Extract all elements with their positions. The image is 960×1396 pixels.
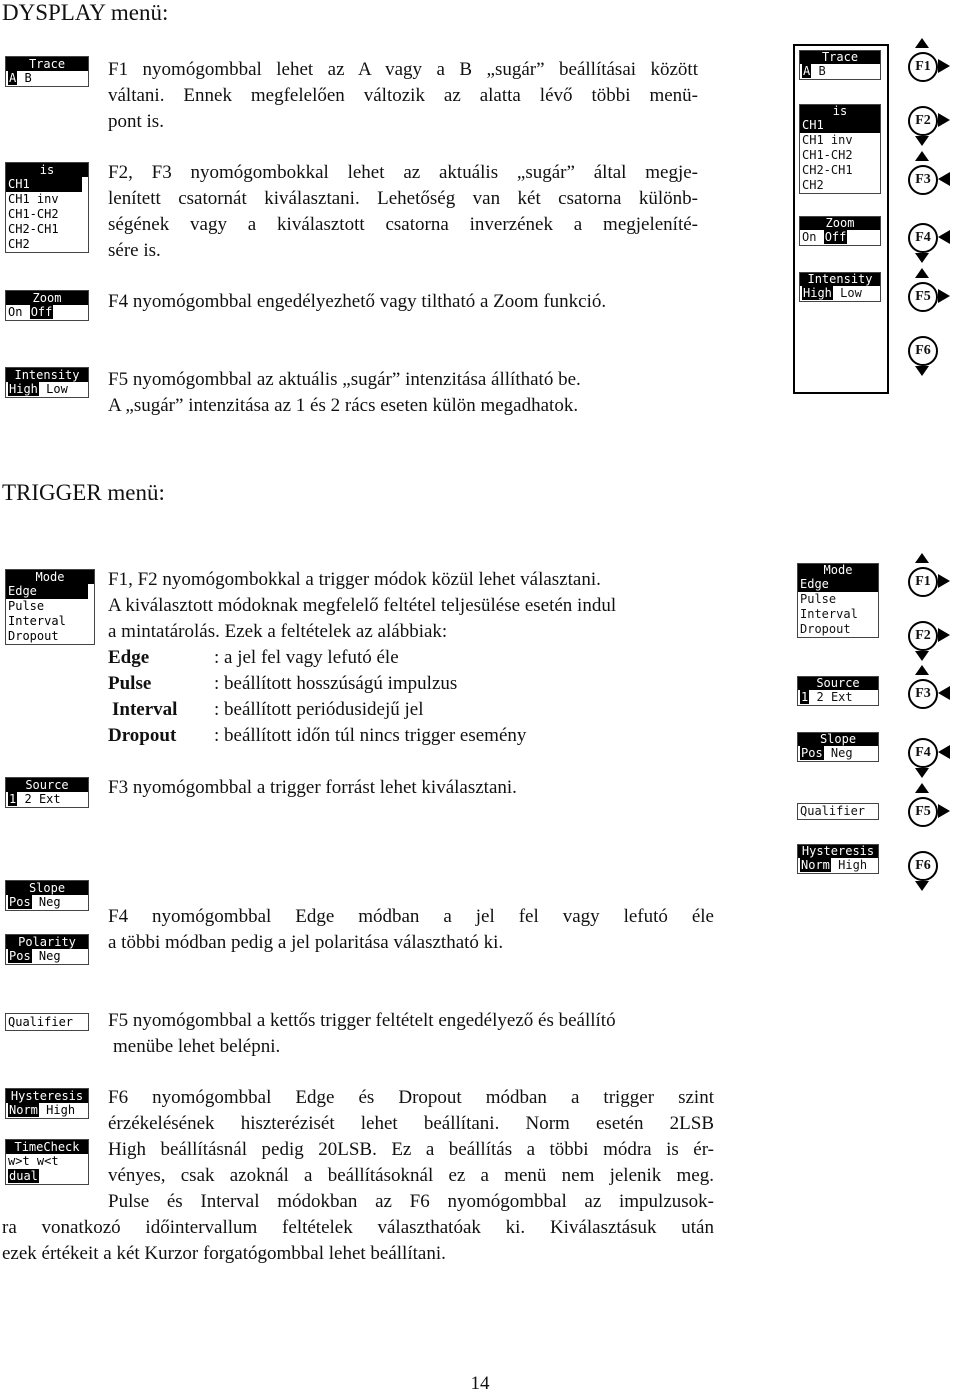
- panel-zoom-box: Zoom On Off: [799, 216, 881, 246]
- arrow-left-icon: [938, 686, 950, 700]
- arrow-down-icon: [915, 366, 929, 376]
- arrow-right-icon: [938, 628, 950, 642]
- arrow-right-icon: [938, 574, 950, 588]
- intensity-high: High: [9, 382, 38, 396]
- trigger-p2: F3 nyomógombbal a trigger forrást lehet kiválasztani.: [108, 777, 517, 798]
- display-p2: F2, F3 nyomógombokkal lehet az aktuális „sugár” által megje- lenített csatornát kiválasztani. Lehetőség van két csatorna különb- ségének vagy a kiválasztott csatorna inverzének a megjeleníté- sére is.: [108, 162, 698, 261]
- qualifier-box: Qualifier: [5, 1013, 89, 1031]
- arrow-up-icon: [915, 665, 929, 675]
- arrow-up-icon: [915, 783, 929, 793]
- zoom-box: [5, 290, 89, 321]
- trace-b: B: [24, 71, 32, 85]
- intensity-box: [5, 367, 89, 398]
- f2-button[interactable]: F2: [898, 613, 958, 657]
- display-device-panel: [793, 44, 889, 394]
- source-box: Source 1 2 Ext: [5, 777, 89, 808]
- trigger-heading: TRIGGER menü:: [2, 480, 165, 505]
- f5-button[interactable]: F5: [898, 789, 958, 833]
- trigger-p3: F4 nyomógombbal Edge módban a jel fel vagy lefutó éle a többi módban pedig a jel polaritása választható ki.: [108, 906, 714, 953]
- arrow-down-icon: [915, 768, 929, 778]
- f3-button[interactable]: F3: [898, 671, 958, 715]
- arrow-left-icon: [938, 172, 950, 186]
- mode-item: Edge: [6, 584, 88, 599]
- arrow-right-icon: [938, 59, 950, 73]
- zoom-on: On: [8, 305, 23, 319]
- panel-slope-box: Slope Pos Neg: [797, 732, 879, 762]
- f6-button[interactable]: F6: [898, 328, 958, 372]
- is-item: CH1-CH2: [8, 207, 59, 221]
- mode-item: Interval: [8, 614, 66, 628]
- arrow-up-icon: [915, 268, 929, 278]
- intensity-low: Low: [46, 382, 68, 396]
- f1-button[interactable]: F1: [898, 559, 958, 603]
- arrow-up-icon: [915, 151, 929, 161]
- arrow-left-icon: [938, 745, 950, 759]
- f1-button[interactable]: F1: [898, 44, 958, 88]
- page-number: 14: [470, 1373, 490, 1394]
- display-p4: F5 nyomógombbal az aktuális „sugár” intenzitása állítható be. A „sugár” intenzitása az 1 és 2 rács eseten külön megadhatok.: [108, 369, 581, 416]
- trigger-p1: F1, F2 nyomógombokkal a trigger módok közül lehet választani. A kiválasztott módoknak megfelelő feltétel teljesülése esetén indul a mintatárolás. Ezek a feltételek az alábbiak:: [108, 569, 617, 642]
- trigger-p4: F5 nyomógombbal a kettős trigger feltételt engedélyező és beállító menübe lehet belépni.: [108, 1010, 616, 1057]
- panel-source-box: Source 1 2 Ext: [797, 676, 879, 706]
- is-item: CH1 inv: [8, 192, 59, 206]
- mode-box: Mode Edge Pulse Interval Dropout: [5, 569, 95, 645]
- arrow-left-icon: [938, 230, 950, 244]
- panel-is-box: is CH1 CH1 inv CH1-CH2 CH2-CH1 CH2: [799, 104, 881, 194]
- panel-hysteresis-box: Hysteresis Norm High: [797, 844, 879, 874]
- is-title: is: [6, 163, 88, 177]
- is-item: CH2: [8, 237, 30, 251]
- arrow-right-icon: [938, 804, 950, 818]
- f5-button[interactable]: F5: [898, 274, 958, 318]
- zoom-off: Off: [30, 305, 53, 319]
- panel-trace-box: Trace A B: [799, 50, 881, 80]
- timecheck-box: TimeCheck w>t w<t dual: [5, 1139, 89, 1185]
- arrow-right-icon: [938, 113, 950, 127]
- panel-qualifier-box: Qualifier: [797, 803, 879, 820]
- arrow-down-icon: [915, 651, 929, 661]
- slope-box: Slope Pos Neg: [5, 880, 89, 911]
- trigger-modes: Edge : a jel fel vagy lefutó éle Pulse : beállított hosszúságú impulzus Interval : beállított periódusidejű jel Dropout : beállított időn túl nincs trigger esemény: [108, 647, 527, 746]
- f2-button[interactable]: F2: [898, 98, 958, 142]
- hysteresis-box: Hysteresis Norm High: [5, 1088, 89, 1119]
- f3-button[interactable]: F3: [898, 157, 958, 201]
- mode-item: Dropout: [8, 629, 59, 643]
- mode-item: Pulse: [8, 599, 45, 613]
- trigger-p6: ra vonatkozó időintervallum feltételek választhatóak ki. Kiválasztásuk után ezek értékeit a két Kurzor forgatógombbal lehet beállítani.: [2, 1217, 714, 1264]
- f4-button[interactable]: F4: [898, 215, 958, 259]
- panel-intensity-box: Intensity High Low: [799, 272, 881, 302]
- display-p3: F4 nyomógombbal engedélyezhető vagy tiltható a Zoom funkció.: [108, 291, 607, 312]
- arrow-right-icon: [938, 289, 950, 303]
- trace-title: Trace: [6, 57, 88, 71]
- is-item: CH2-CH1: [8, 222, 59, 236]
- trigger-p5: F6 nyomógombbal Edge és Dropout módban a trigger szint érzékelésének hiszterézisét lehet beállítani. Norm esetén 2LSB High beállításnál pedig 20LSB. Ez a beállítás a többi módra is ér- vényes, csak azoknál a beállításoknál ez a menü nem jelenik meg. Pulse és Interval módokban az F6 nyomógombbal az impulzusok-: [108, 1087, 714, 1212]
- display-p1: F1 nyomógombbal lehet az A vagy a B „sugár” beállításai között váltani. Ennek megfelelően változik az alatta lévő többi menü- pont is.: [108, 59, 698, 132]
- f6-button[interactable]: F6: [898, 843, 958, 887]
- trace-a: A: [9, 71, 17, 85]
- trace-box: [5, 56, 89, 87]
- is-box: [5, 162, 89, 253]
- arrow-down-icon: [915, 136, 929, 146]
- intensity-title: Intensity: [6, 368, 88, 382]
- panel-mode-box: Mode Edge Pulse Interval Dropout: [797, 563, 879, 638]
- trigger-device-panel: [793, 559, 885, 889]
- zoom-title: Zoom: [6, 291, 88, 305]
- arrow-down-icon: [915, 253, 929, 263]
- display-heading: DYSPLAY menü:: [2, 0, 169, 25]
- is-item: CH1: [6, 177, 82, 192]
- f4-button[interactable]: F4: [898, 730, 958, 774]
- polarity-box: Polarity Pos Neg: [5, 934, 89, 965]
- arrow-down-icon: [915, 881, 929, 891]
